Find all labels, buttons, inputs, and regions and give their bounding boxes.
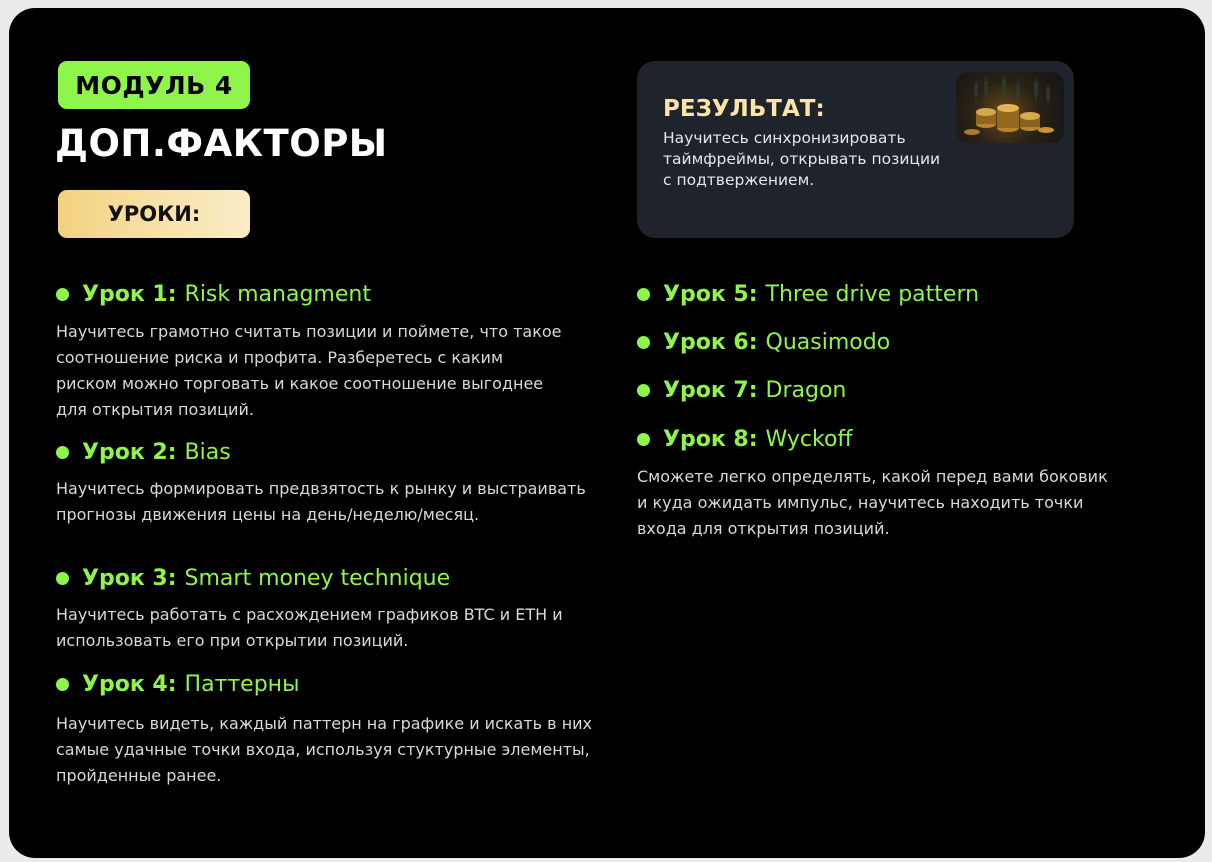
lesson-8-heading [637, 427, 853, 452]
lesson-6-heading [637, 330, 890, 355]
lesson-name: Risk managment [184, 282, 371, 307]
lesson-name: Bias [184, 440, 231, 465]
lesson-number: Урок 5: [663, 282, 758, 307]
lesson-number: Урок 7: [663, 378, 758, 403]
lesson-4-heading [56, 672, 299, 697]
lesson-3-heading [56, 566, 450, 591]
result-text: Научитесь синхронизировать таймфреймы, открывать позиции с подтвержением. [663, 129, 941, 189]
module-badge: МОДУЛЬ 4 [58, 61, 250, 109]
bullet-icon [637, 384, 650, 397]
lesson-8-description [637, 464, 1137, 542]
lesson-number: Урок 4: [82, 672, 177, 697]
lesson-3-description [56, 602, 616, 654]
lesson-1-heading [56, 282, 371, 307]
lesson-number: Урок 2: [82, 440, 177, 465]
bullet-icon [56, 446, 69, 459]
bullet-icon [56, 678, 69, 691]
lesson-5-heading [637, 282, 979, 307]
lesson-name: Three drive pattern [765, 282, 980, 307]
lesson-1-description [56, 319, 616, 423]
bullet-icon [637, 288, 650, 301]
desc-line: риском можно торговать и какое соотношение выгоднее [56, 374, 544, 393]
lessons-header-badge: УРОКИ: [58, 190, 250, 238]
desc-line: прогнозы движения цены на день/неделю/месяц. [56, 505, 480, 524]
desc-line: входа для открытия позиций. [637, 519, 890, 538]
bullet-icon [637, 433, 650, 446]
desc-line: соотношение риска и профита. Разберетесь с каким [56, 348, 504, 367]
desc-line: самые удачные точки входа, используя стуктурные элементы, [56, 740, 590, 759]
lesson-name: Smart money technique [184, 566, 451, 591]
lesson-number: Урок 1: [82, 282, 177, 307]
desc-line: пройденные ранее. [56, 766, 222, 785]
lesson-name: Quasimodo [765, 330, 891, 355]
desc-line: Научитесь грамотно считать позиции и поймете, что такое [56, 322, 562, 341]
lesson-2-heading [56, 440, 231, 465]
lesson-name: Паттерны [184, 672, 300, 697]
bullet-icon [637, 336, 650, 349]
lesson-name: Dragon [765, 378, 847, 403]
coins-chart-image [956, 72, 1064, 143]
lesson-7-heading [637, 378, 846, 403]
lesson-number: Урок 3: [82, 566, 177, 591]
lesson-number: Урок 8: [663, 427, 758, 452]
bullet-icon [56, 288, 69, 301]
result-box [637, 61, 1074, 238]
desc-line: для открытия позиций. [56, 400, 254, 419]
bullet-icon [56, 572, 69, 585]
module-title: ДОП.ФАКТОРЫ [55, 122, 388, 165]
lesson-4-description [56, 711, 616, 789]
desc-line: Научитесь формировать предвзятость к рынку и выстраивать [56, 479, 586, 498]
lesson-name: Wyckoff [765, 427, 853, 452]
result-title: РЕЗУЛЬТАТ: [663, 96, 825, 122]
desc-line: Научитесь работать с расхождением графиков BTC и ETH и [56, 605, 563, 624]
desc-line: Научитесь видеть, каждый паттерн на графике и искать в них [56, 714, 593, 733]
desc-line: использовать его при открытии позиций. [56, 631, 409, 650]
desc-line: и куда ожидать импульс, научитесь находить точки [637, 493, 1084, 512]
module-card [9, 8, 1205, 858]
desc-line: Сможете легко определять, какой перед вами боковик [637, 467, 1108, 486]
lesson-number: Урок 6: [663, 330, 758, 355]
lesson-2-description [56, 476, 616, 528]
